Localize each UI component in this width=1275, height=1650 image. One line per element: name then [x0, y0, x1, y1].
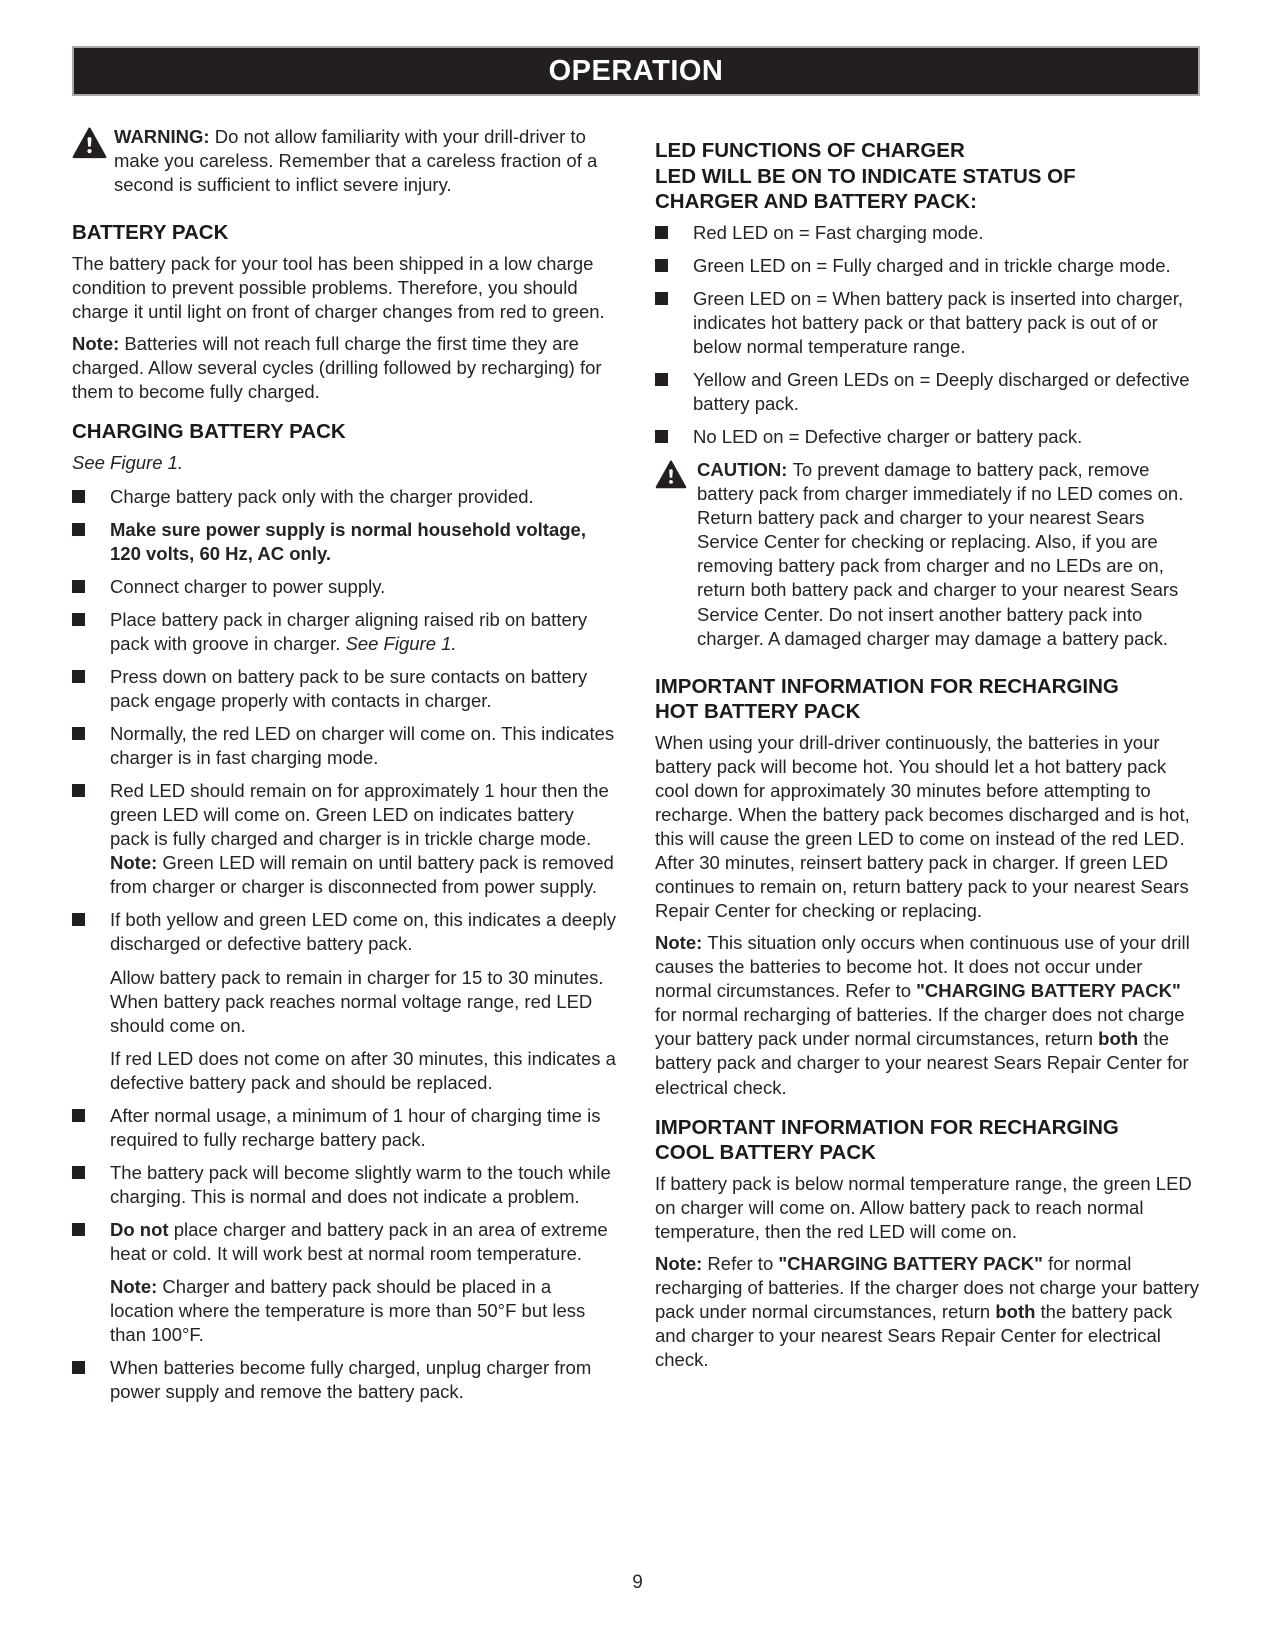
- heading-line: CHARGER AND BATTERY PACK:: [655, 190, 977, 214]
- bullet-square-icon: [72, 580, 85, 593]
- list-item: [72, 485, 617, 509]
- section-header: [72, 46, 1200, 96]
- list-item-text: Charge battery pack only with the charger provided.: [110, 485, 534, 507]
- list-item-text: Red LED on = Fast charging mode.: [693, 221, 984, 243]
- bullet-square-icon: [72, 490, 85, 503]
- list-item-text: No LED on = Defective charger or battery pack.: [693, 426, 1083, 448]
- paragraph: The battery pack for your tool has been shipped in a low charge condition to prevent possible problems. Therefore, you should charge it until light on front of charger changes from red to green.: [72, 252, 605, 322]
- bullet-square-icon: [72, 913, 85, 926]
- heading-battery-pack: BATTERY PACK: [72, 221, 229, 245]
- list-item-text: Yellow and Green LEDs on = Deeply discharged or defective battery pack.: [693, 369, 1190, 415]
- list-item-text: Green LED on = When battery pack is inserted into charger, indicates hot battery pack or that battery pack is out of or below normal temperature range.: [693, 287, 1183, 358]
- list-item-text: The battery pack will become slightly warm to the touch while charging. This is normal and does not indicate a problem.: [110, 1161, 611, 1207]
- heading-recharging-hot: [655, 674, 1200, 725]
- list-item: [655, 254, 1200, 278]
- list-item-text: Make sure power supply is normal household voltage, 120 volts, 60 Hz, AC only.: [110, 518, 586, 564]
- list-item: [655, 425, 1200, 449]
- list-item-text: When batteries become fully charged, unplug charger from power supply and remove the battery pack.: [110, 1357, 592, 1403]
- bullet-square-icon: [72, 1361, 85, 1374]
- list-item-text: Do not place charger and battery pack in an area of extreme heat or cold. It will work best at normal room temperature.: [110, 1218, 608, 1264]
- list-item: [72, 1218, 617, 1347]
- list-item: [72, 608, 617, 656]
- list-item-followup: Note: Charger and battery pack should be placed in a location where the temperature is more than 50°F but less than 100°F.: [110, 1276, 586, 1346]
- warning-triangle-icon: [72, 125, 114, 205]
- page-title: OPERATION: [548, 54, 724, 87]
- heading-line: LED FUNCTIONS OF CHARGER: [655, 139, 965, 162]
- list-item: [72, 722, 617, 770]
- heading-recharging-cool: [655, 1115, 1200, 1166]
- two-column-layout: [72, 125, 1200, 1413]
- heading-led-functions: [655, 138, 1200, 215]
- bullet-square-icon: [655, 292, 668, 305]
- list-item: [72, 779, 617, 899]
- page-number: 9: [632, 1572, 643, 1593]
- heading-charging-battery-pack: CHARGING BATTERY PACK: [72, 420, 346, 444]
- bullet-square-icon: [655, 226, 668, 239]
- bullet-square-icon: [72, 1223, 85, 1236]
- heading-line: IMPORTANT INFORMATION FOR RECHARGING: [655, 674, 1119, 698]
- list-item-text: If both yellow and green LED come on, this indicates a deeply discharged or defective battery pack.: [110, 909, 616, 955]
- heading-line: LED WILL BE ON TO INDICATE STATUS OF: [655, 164, 1076, 188]
- caution-text: CAUTION: To prevent damage to battery pack, remove battery pack from charger immediately if no LED comes on. Return battery pack and charger to your nearest Sears Service Center for checking or replacing. Also, if you are removing battery pack from charger and no LEDs are on, return both battery pack and charger to your nearest Sears Service Center. Do not insert another battery pack into charger. A damaged charger may damage a battery pack.: [697, 459, 1184, 649]
- warning-text: WARNING: Do not allow familiarity with your drill-driver to make you careless. Remember that a careless fraction of a second is sufficient to inflict severe injury.: [114, 126, 598, 196]
- list-item-text: After normal usage, a minimum of 1 hour of charging time is required to fully recharge battery pack.: [110, 1104, 601, 1150]
- caution-block: [655, 458, 1200, 658]
- heading-line: HOT BATTERY PACK: [655, 700, 861, 724]
- list-item-text: Press down on battery pack to be sure contacts on battery pack engage properly with contacts in charger.: [110, 666, 588, 712]
- paragraph: Note: Refer to "CHARGING BATTERY PACK" for normal recharging of batteries. If the charger does not charge your battery pack under normal circumstances, return both the battery pack and charger to your nearest Sears Repair Center for electrical check.: [655, 1252, 1200, 1371]
- see-figure-reference: See Figure 1.: [72, 451, 184, 473]
- bullet-square-icon: [655, 259, 668, 272]
- list-item: [655, 368, 1200, 416]
- bullet-square-icon: [72, 784, 85, 797]
- bullet-square-icon: [72, 523, 85, 536]
- charging-steps-list: [72, 485, 617, 1405]
- list-item-followup: Allow battery pack to remain in charger for 15 to 30 minutes. When battery pack reaches normal voltage range, red LED should come on.: [110, 966, 604, 1036]
- bullet-square-icon: [72, 670, 85, 683]
- warning-block: [72, 125, 617, 205]
- left-column: [72, 125, 617, 1413]
- list-item: [72, 518, 617, 566]
- list-item: [655, 287, 1200, 359]
- bullet-square-icon: [72, 727, 85, 740]
- list-item: [72, 908, 617, 1094]
- list-item-followup: If red LED does not come on after 30 minutes, this indicates a defective battery pack and should be replaced.: [110, 1047, 616, 1093]
- bullet-square-icon: [72, 613, 85, 626]
- list-item: [72, 1104, 617, 1152]
- heading-line: IMPORTANT INFORMATION FOR RECHARGING: [655, 1115, 1119, 1139]
- bullet-square-icon: [72, 1109, 85, 1122]
- list-item-text: Place battery pack in charger aligning raised rib on battery pack with groove in charger. See Figure 1.: [110, 608, 588, 654]
- caution-triangle-icon: [655, 458, 697, 658]
- right-column: [655, 125, 1200, 1413]
- paragraph: If battery pack is below normal temperature range, the green LED on charger will come on. Allow battery pack to reach normal temperature, then the red LED will come on.: [655, 1172, 1192, 1242]
- bullet-square-icon: [655, 373, 668, 386]
- list-item: [72, 575, 617, 599]
- list-item: [72, 665, 617, 713]
- list-item-text: Normally, the red LED on charger will come on. This indicates charger is in fast charging mode.: [110, 723, 615, 769]
- heading-line: COOL BATTERY PACK: [655, 1141, 876, 1165]
- list-item: [72, 1161, 617, 1209]
- list-item-text: Connect charger to power supply.: [110, 575, 386, 597]
- paragraph: When using your drill-driver continuously, the batteries in your battery pack will become hot. You should let a hot battery pack cool down for approximately 30 minutes before attempting to recharge. When the battery pack becomes discharged and is hot, this will cause the green LED to come on instead of the red LED. After 30 minutes, reinsert battery pack in charger. If green LED continues to remain on, return battery pack to your nearest Sears Repair Center for checking or replacing.: [655, 731, 1190, 922]
- list-item-text: Green LED on = Fully charged and in trickle charge mode.: [693, 254, 1171, 276]
- led-status-list: [655, 221, 1200, 449]
- list-item: [72, 1356, 617, 1404]
- bullet-square-icon: [655, 430, 668, 443]
- bullet-square-icon: [72, 1166, 85, 1179]
- list-item: [655, 221, 1200, 245]
- paragraph: Note: This situation only occurs when continuous use of your drill causes the batteries to become hot. It does not occur under normal circumstances. Refer to "CHARGING BATTERY PACK" for normal recharging of batteries. If the charger does not charge your battery pack under normal circumstances, return both the battery pack and charger to your nearest Sears Repair Center for electrical check.: [655, 932, 1190, 1098]
- list-item-text: Red LED should remain on for approximately 1 hour then the green LED will come on. Green LED on indicates battery pack is fully charged and charger is in trickle charge mode. Note: Green LED will remain on until battery pack is removed from charger or charger is disconnected from power supply.: [110, 780, 614, 898]
- paragraph: Note: Batteries will not reach full charge the first time they are charged. Allow several cycles (drilling followed by recharging) for them to become fully charged.: [72, 332, 602, 402]
